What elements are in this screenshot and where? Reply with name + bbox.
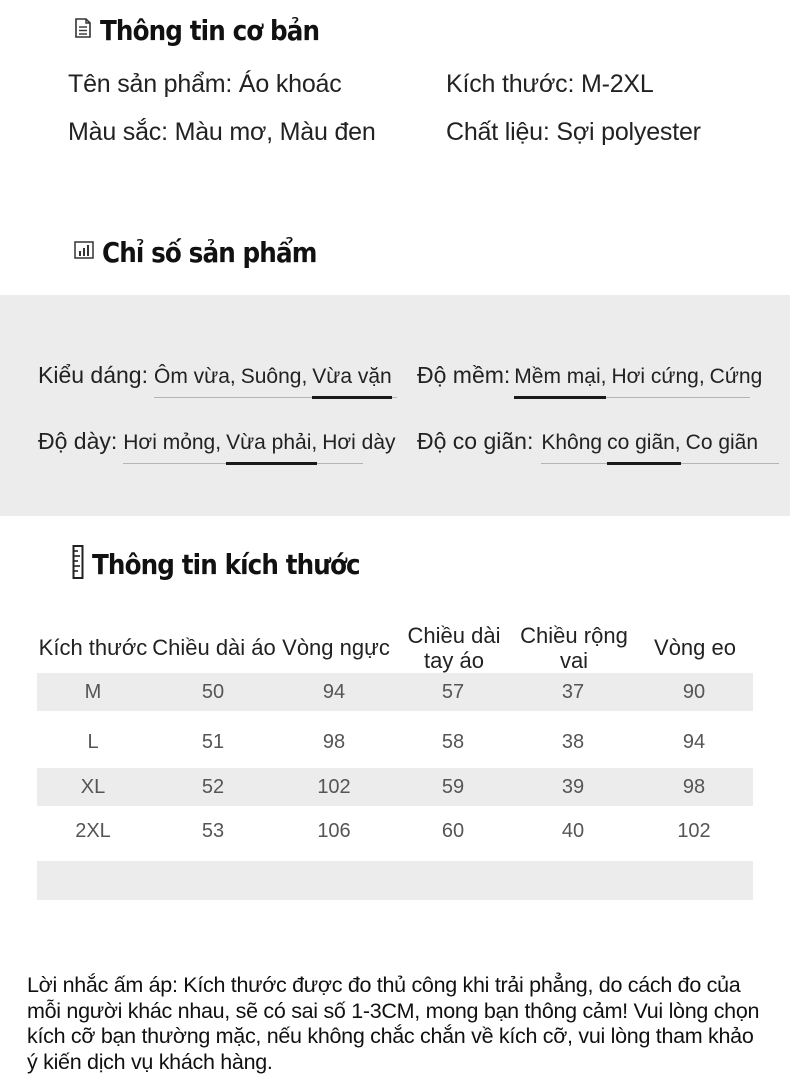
softness-option-selected: Mềm mại, xyxy=(514,365,607,388)
stretch-option: Co giãn xyxy=(685,431,759,454)
product-material: Chất liệu: Sợi polyester xyxy=(446,118,701,146)
col-header-chest: Vòng ngực xyxy=(282,635,390,660)
size-info-heading xyxy=(72,545,396,584)
cell-sleeve: 58 xyxy=(441,731,465,753)
cell-length: 50 xyxy=(201,681,225,703)
product-colors: Màu sắc: Màu mơ, Màu đen xyxy=(68,118,376,146)
stretch-option-selected: co giãn, xyxy=(607,431,681,454)
thickness-option: Hơi mỏng, xyxy=(123,431,222,454)
indices-heading xyxy=(74,236,346,269)
table-row xyxy=(37,673,753,711)
stretch-option: Không xyxy=(541,431,603,454)
thickness-index xyxy=(38,428,396,464)
table-row xyxy=(37,812,753,850)
cell-sleeve: 59 xyxy=(441,776,465,798)
document-icon xyxy=(74,18,92,43)
col-header-shoulder: Chiều rộng vai xyxy=(520,622,628,673)
size-info-title: Thông tin kích thước xyxy=(92,548,360,581)
cell-waist: 98 xyxy=(682,776,706,798)
fit-option: Suông, xyxy=(240,365,308,388)
softness-option: Cứng xyxy=(709,365,763,388)
cell-sleeve: 60 xyxy=(441,820,465,842)
table-empty-row xyxy=(37,861,753,900)
product-name: Tên sản phẩm: Áo khoác xyxy=(68,70,342,98)
cell-size: 2XL xyxy=(75,820,111,842)
fit-option: Ôm vừa, xyxy=(153,365,236,388)
table-row xyxy=(37,723,753,761)
basic-info-title: Thông tin cơ bản xyxy=(100,14,320,47)
cell-sleeve: 57 xyxy=(441,681,465,703)
softness-options xyxy=(514,365,763,398)
cell-shoulder: 39 xyxy=(561,776,585,798)
fit-options xyxy=(154,365,397,398)
table-row xyxy=(37,768,753,806)
stretch-index xyxy=(417,428,779,464)
cell-chest: 106 xyxy=(317,820,351,842)
indices-panel xyxy=(0,295,790,516)
fit-label: Kiểu dáng: xyxy=(38,362,148,388)
basic-info-heading xyxy=(74,14,349,47)
indices-title: Chỉ số sản phẩm xyxy=(102,236,317,269)
thickness-label: Độ dày: xyxy=(38,428,118,454)
thickness-options xyxy=(123,431,396,464)
col-header-waist: Vòng eo xyxy=(654,635,736,660)
cell-chest: 94 xyxy=(322,681,346,703)
product-size-range: Kích thước: M-2XL xyxy=(446,70,654,98)
cell-chest: 98 xyxy=(322,731,346,753)
col-header-sleeve: Chiều dài tay áo xyxy=(407,622,501,673)
col-header-length: Chiều dài áo xyxy=(152,635,276,660)
thickness-option-selected: Vừa phải, xyxy=(226,431,318,454)
thickness-option: Hơi dày xyxy=(322,431,396,454)
cell-waist: 102 xyxy=(677,820,711,842)
softness-label: Độ mềm: xyxy=(417,362,511,388)
softness-index xyxy=(417,362,763,398)
cell-chest: 102 xyxy=(317,776,351,798)
cell-size: M xyxy=(84,681,102,703)
cell-waist: 94 xyxy=(682,731,706,753)
col-header-size: Kích thước xyxy=(38,635,148,660)
size-note: Lời nhắc ấm áp: Kích thước được đo thủ công khi trải phẳng, do cách đo của mỗi người khác nhau, sẽ có sai số 1-3CM, mong bạn thông cảm! Vui lòng chọn kích cỡ bạn thường mặc, nếu không chắc chắn về kích cỡ, vui lòng tham khảo ý kiến dịch vụ khách hàng. xyxy=(27,973,760,1074)
fit-index xyxy=(38,362,397,398)
fit-option-selected: Vừa vặn xyxy=(312,365,392,388)
cell-size: L xyxy=(87,731,99,753)
cell-length: 53 xyxy=(201,820,225,842)
cell-waist: 90 xyxy=(682,681,706,703)
cell-size: XL xyxy=(80,776,106,798)
cell-shoulder: 40 xyxy=(561,820,585,842)
cell-shoulder: 37 xyxy=(561,681,585,703)
bar-chart-icon xyxy=(74,241,94,264)
cell-length: 52 xyxy=(201,776,225,798)
ruler-icon xyxy=(72,545,84,584)
cell-length: 51 xyxy=(201,731,225,753)
cell-shoulder: 38 xyxy=(561,731,585,753)
stretch-options xyxy=(541,431,779,464)
stretch-label: Độ co giãn: xyxy=(417,428,534,454)
softness-option: Hơi cứng, xyxy=(611,365,705,388)
